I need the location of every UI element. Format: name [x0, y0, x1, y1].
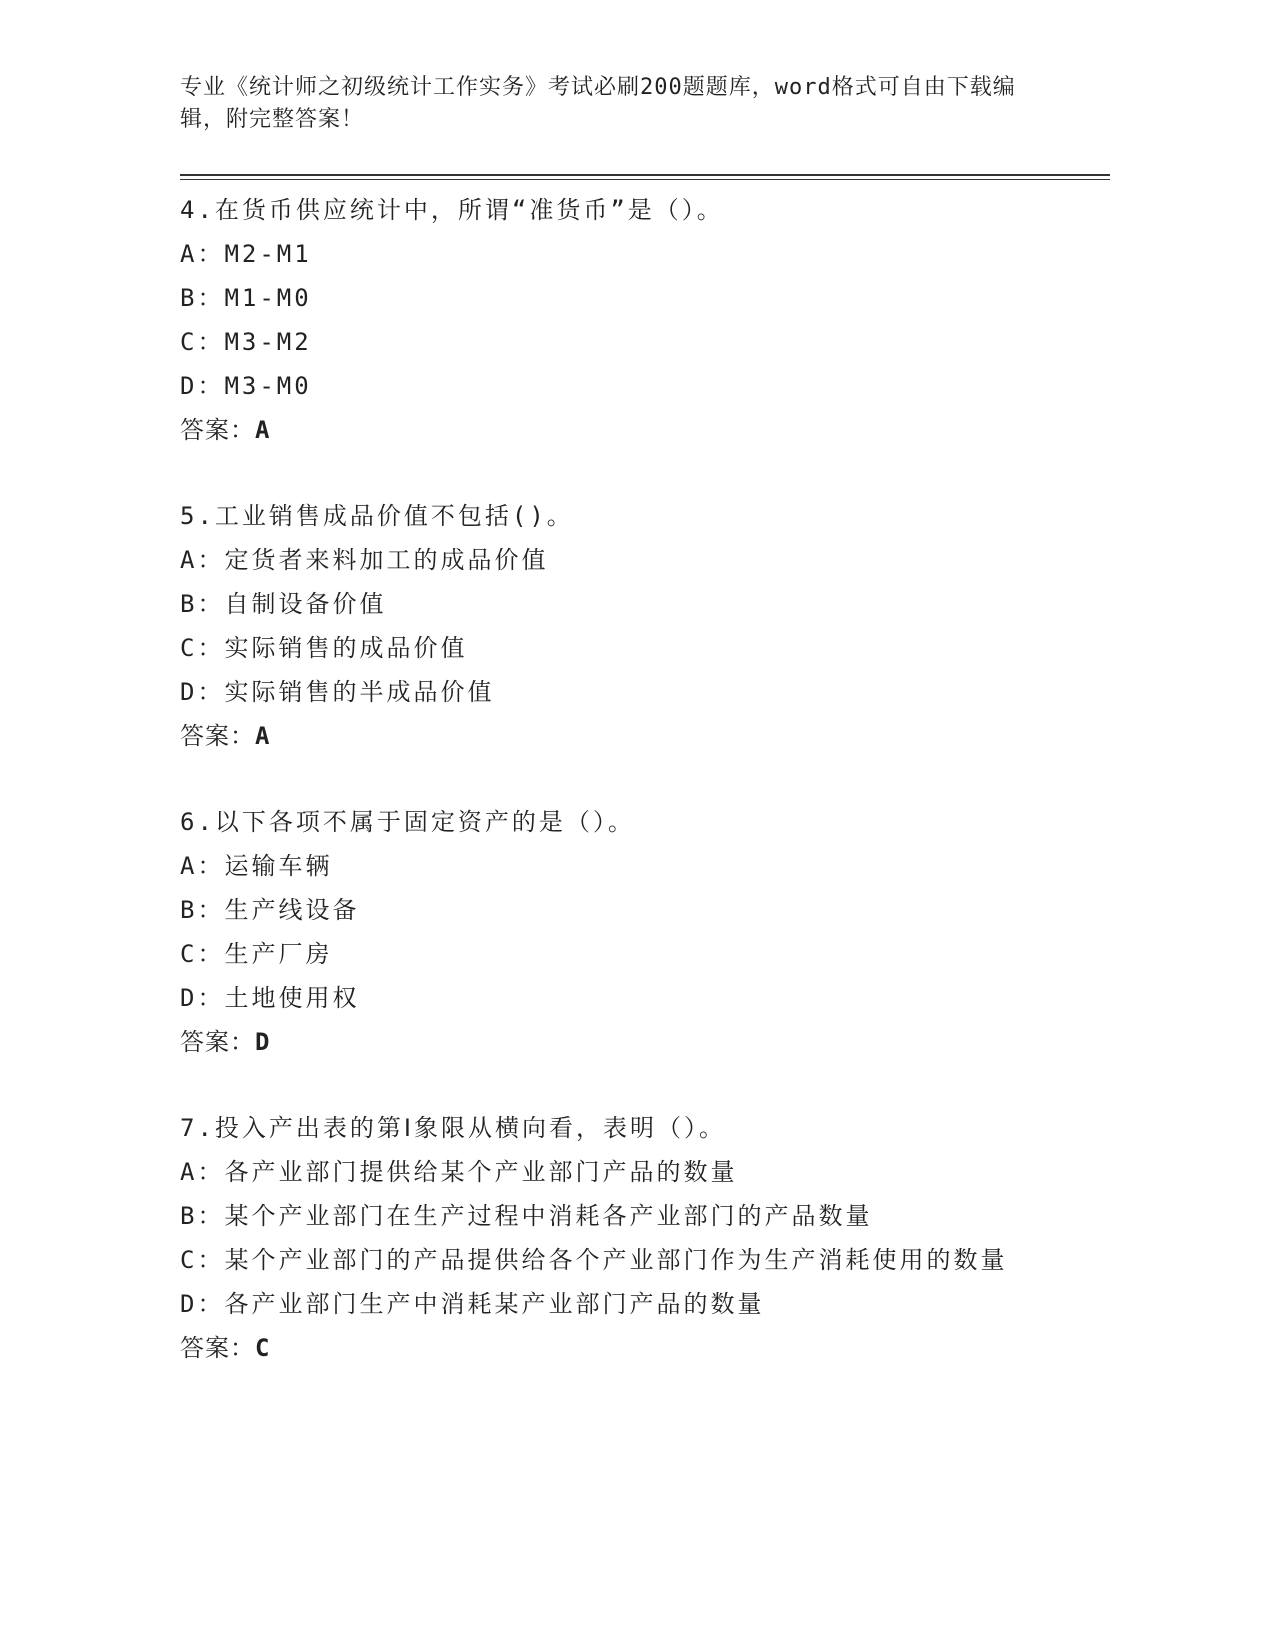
answer-line	[180, 408, 1110, 452]
question-title: 5.工业销售成品价值不包括()。	[180, 502, 574, 530]
answer-label: 答案：	[180, 416, 255, 444]
answer-value: D	[255, 1028, 271, 1056]
document-header: 专业《统计师之初级统计工作实务》考试必刷200题题库，word格式可自由下载编辑，附完整答案！	[180, 75, 1016, 132]
answer-label: 答案：	[180, 722, 255, 750]
option-c: C：实际销售的成品价值	[180, 634, 468, 662]
option-c: C：M3-M2	[180, 328, 312, 356]
option-b: B：某个产业部门在生产过程中消耗各产业部门的产品数量	[180, 1202, 873, 1230]
question-4	[180, 188, 1110, 452]
option-d: D：实际销售的半成品价值	[180, 678, 495, 706]
option-a: A：各产业部门提供给某个产业部门产品的数量	[180, 1158, 738, 1186]
answer-value: C	[255, 1334, 271, 1362]
answer-value: A	[255, 722, 271, 750]
header-divider	[180, 174, 1110, 180]
option-a: A：定货者来料加工的成品价值	[180, 546, 549, 574]
option-d: D：M3-M0	[180, 372, 312, 400]
option-a: A：运输车辆	[180, 852, 333, 880]
option-b: B：M1-M0	[180, 284, 312, 312]
option-b: B：自制设备价值	[180, 590, 387, 618]
question-title: 4.在货币供应统计中，所谓“准货币”是（）。	[180, 196, 724, 224]
answer-label: 答案：	[180, 1334, 255, 1362]
answer-label: 答案：	[180, 1028, 255, 1056]
question-5	[180, 494, 1110, 758]
option-c: C：某个产业部门的产品提供给各个产业部门作为生产消耗使用的数量	[180, 1246, 1008, 1274]
option-d: D：各产业部门生产中消耗某产业部门产品的数量	[180, 1290, 765, 1318]
question-title: 7.投入产出表的第Ⅰ象限从横向看，表明（）。	[180, 1114, 726, 1142]
question-7	[180, 1106, 1110, 1370]
answer-value: A	[255, 416, 271, 444]
answer-line	[180, 714, 1110, 758]
question-6	[180, 800, 1110, 1064]
option-d: D：土地使用权	[180, 984, 360, 1012]
option-b: B：生产线设备	[180, 896, 360, 924]
question-title: 6.以下各项不属于固定资产的是（）。	[180, 808, 635, 836]
option-c: C：生产厂房	[180, 940, 333, 968]
option-a: A：M2-M1	[180, 240, 312, 268]
answer-line	[180, 1326, 1110, 1370]
document-page	[180, 72, 1110, 1370]
answer-line	[180, 1020, 1110, 1064]
